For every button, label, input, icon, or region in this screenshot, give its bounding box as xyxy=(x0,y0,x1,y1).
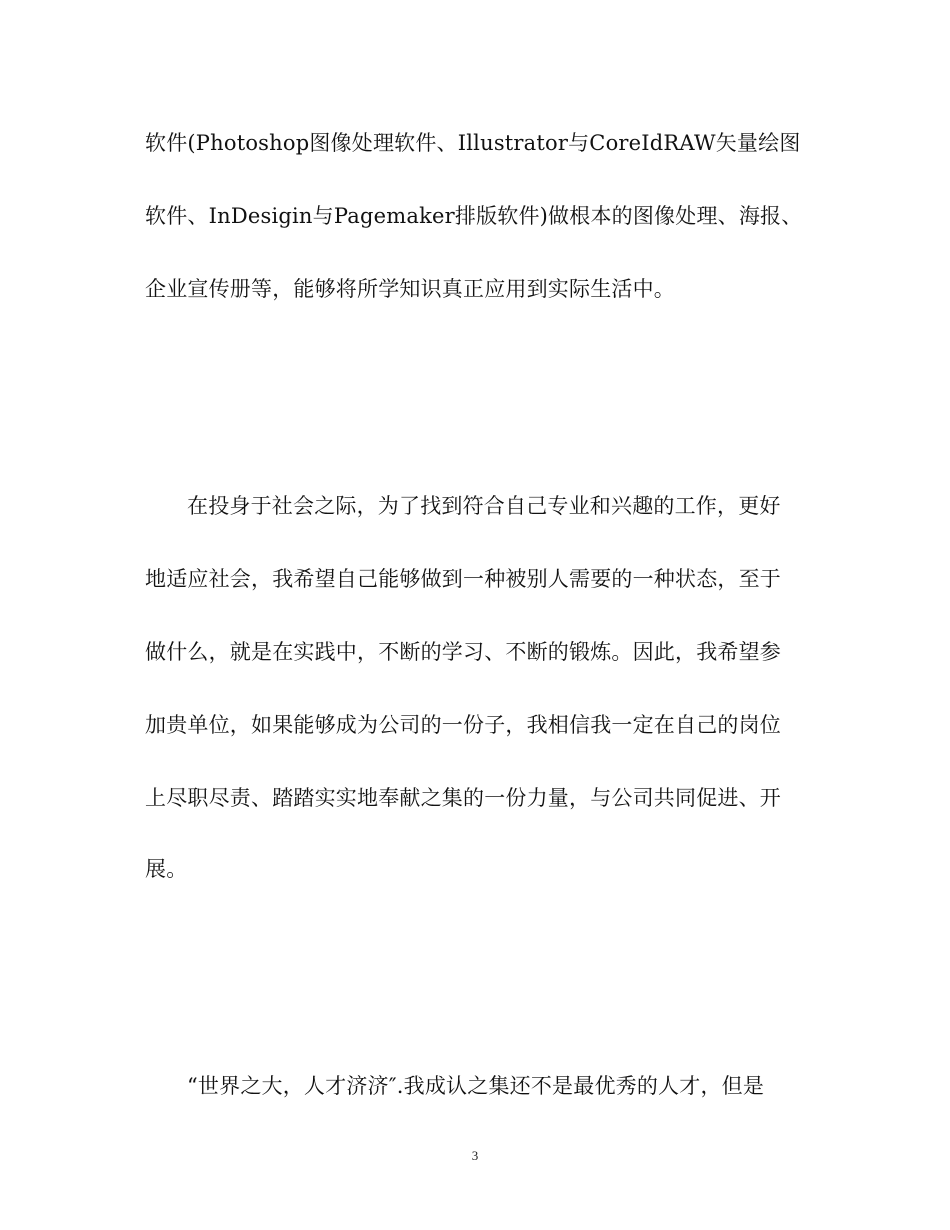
paragraph-line: 软件(Photoshop图像处理软件、Illustrator与CoreIdRAW矢量绘图 xyxy=(145,131,801,155)
paragraph-line: 企业宣传册等，能够将所学知识真正应用到实际生活中。 xyxy=(145,277,675,301)
paragraph-line: 软件、InDesigin与Pagemaker排版软件)做根本的图像处理、海报、 xyxy=(145,204,803,228)
paragraph-line: 做什么，就是在实践中，不断的学习、不断的锻炼。因此，我希望参 xyxy=(145,640,781,664)
paragraph-line: 上尽职尽责、踏踏实实地奉献之集的一份力量，与公司共同促进、开 xyxy=(145,786,781,810)
paragraph-line: 在投身于社会之际，为了找到符合自己专业和兴趣的工作，更好 xyxy=(187,494,781,518)
paragraph-line: 展。 xyxy=(145,857,188,881)
paragraph-line: 地适应社会，我希望自己能够做到一种被别人需要的一种状态，至于 xyxy=(145,567,781,591)
paragraph-line: “世界之大，人才济济″.我成认之集还不是最优秀的人才，但是 xyxy=(187,1074,765,1098)
page-number: 3 xyxy=(471,1148,479,1163)
paragraph-line: 加贵单位，如果能够成为公司的一份子，我相信我一定在自己的岗位 xyxy=(145,713,781,737)
